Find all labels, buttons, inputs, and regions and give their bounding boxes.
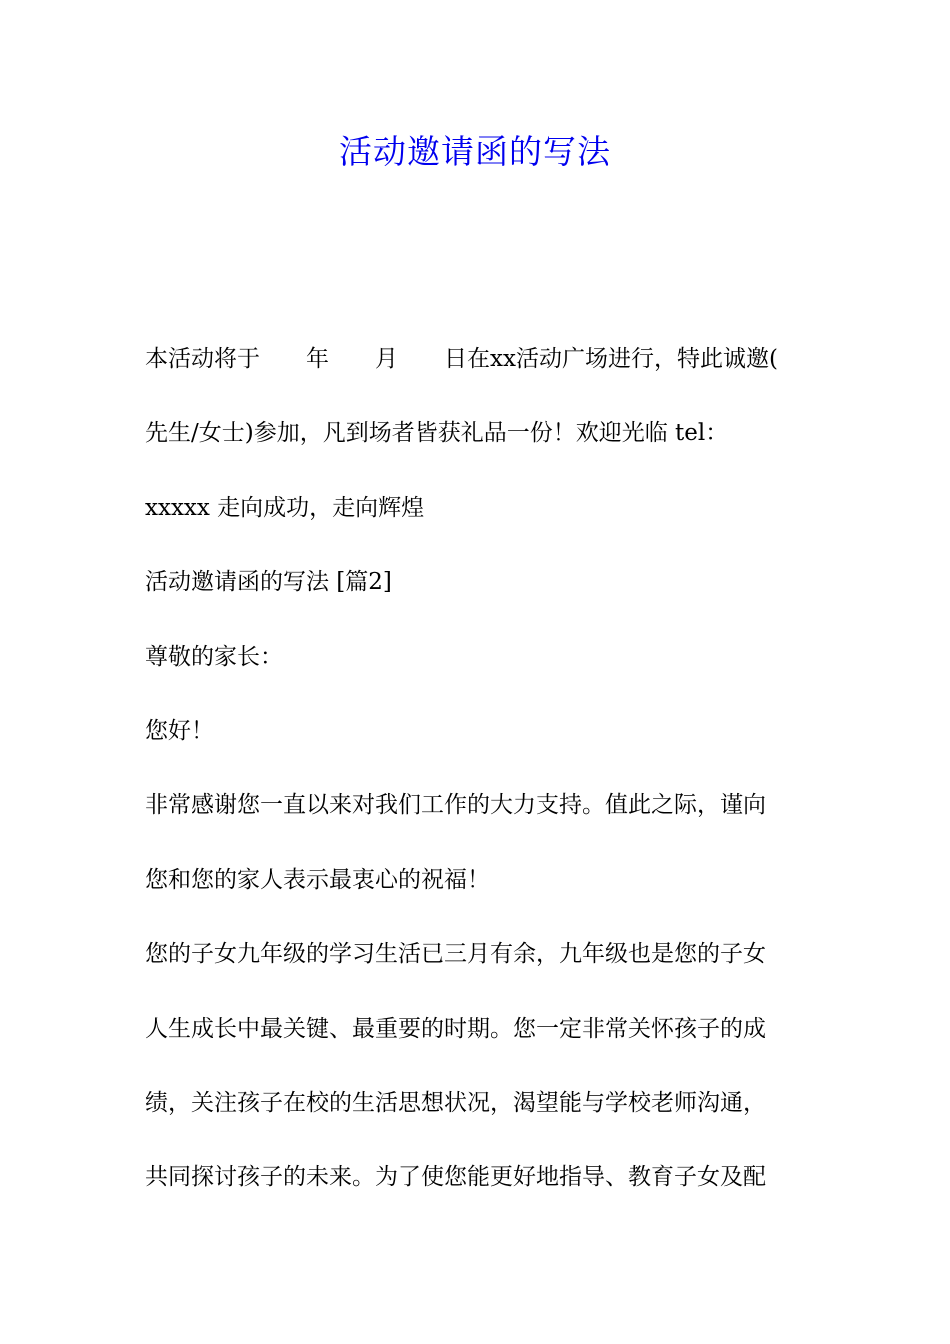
section-heading-2: 活动邀请函的写法 [篇2] <box>145 569 392 596</box>
body-line-9: 您的子女九年级的学习生活已三月有余，九年级也是您的子女 <box>145 941 766 968</box>
salutation: 尊敬的家长： <box>145 643 283 670</box>
body-line-7: 非常感谢您一直以来对我们工作的大力支持。值此之际，谨向 <box>145 792 766 819</box>
body-line-12: 共同探讨孩子的未来。为了使您能更好地指导、教育子女及配 <box>145 1164 766 1191</box>
document-body <box>145 335 825 1228</box>
body-line-8: 您和您的家人表示最衷心的祝福！ <box>145 866 490 893</box>
body-line-3: xxxxx 走向成功，走向辉煌 <box>145 494 425 521</box>
body-line-1: 本活动将于 年 月 日在xx活动广场进行，特此诚邀( <box>145 346 778 372</box>
greeting: 您好！ <box>145 717 214 744</box>
body-line-10: 人生成长中最关键、最重要的时期。您一定非常关怀孩子的成 <box>145 1015 766 1042</box>
document-title: 活动邀请函的写法 <box>339 132 611 171</box>
body-line-2: 先生/女士)参加，凡到场者皆获礼品一份！欢迎光临 tel： <box>145 420 729 447</box>
body-line-11: 绩，关注孩子在校的生活思想状况，渴望能与学校老师沟通， <box>145 1089 766 1116</box>
